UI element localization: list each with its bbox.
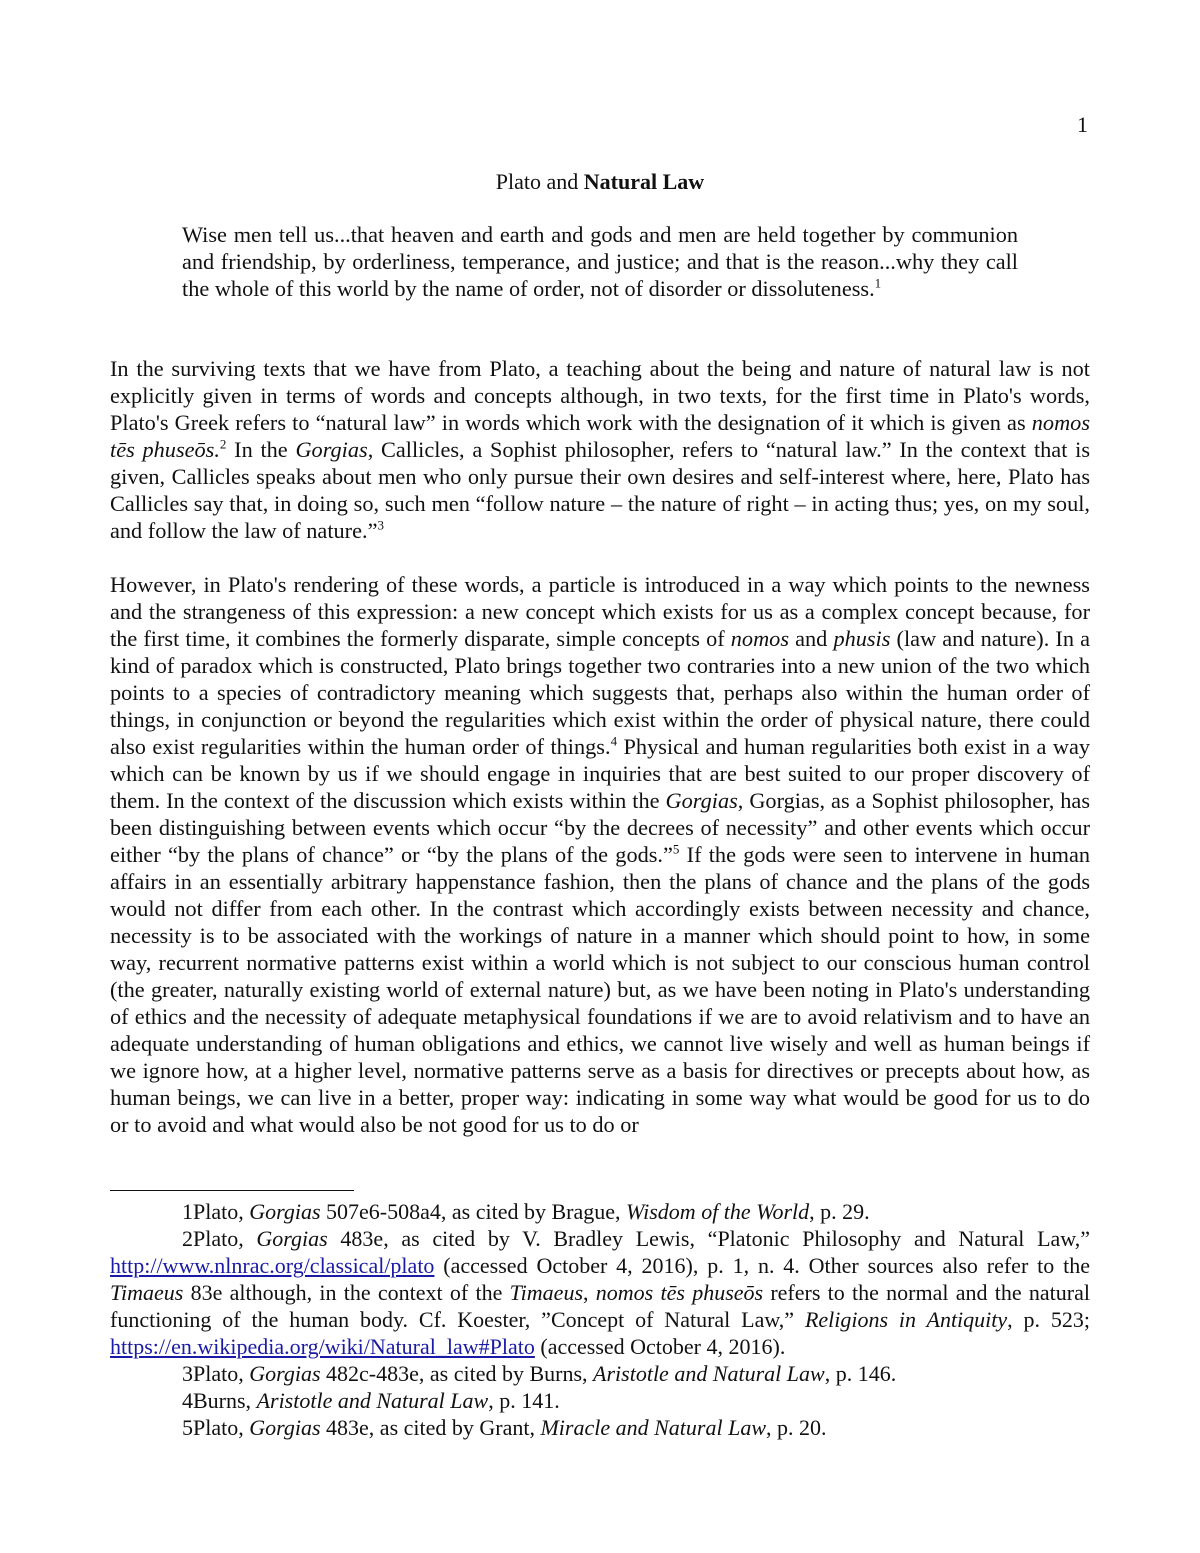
fn5-b: 483e, as cited by Grant, bbox=[320, 1415, 541, 1440]
footnote-separator bbox=[110, 1190, 354, 1191]
title-bold: Natural Law bbox=[583, 169, 705, 194]
paragraph-1-text-c: , Callicles, a Sophist philosopher, refers to “natural law.” In the context that is given, Callicles speaks about men who only pursue their own desires and self-interest where, here, Plato has Callicles say that, in doing so, such men “follow nature – the nature of right – in acting thus; yes, on my soul, and follow the law of nature.” bbox=[110, 437, 1090, 543]
wikipedia-link[interactable]: https://en.wikipedia.org/wiki/Natural_law#Plato bbox=[110, 1334, 535, 1359]
fn1-i2: Wisdom of the World bbox=[626, 1199, 810, 1224]
fn2-b: 483e, as cited by V. Bradley Lewis, “Platonic Philosophy and Natural Law,” bbox=[327, 1226, 1090, 1251]
fn2-i3: Timaeus bbox=[509, 1280, 584, 1305]
fn2-h: (accessed October 4, 2016). bbox=[534, 1334, 786, 1359]
fn2-e: , bbox=[583, 1280, 596, 1305]
fn1-c: , p. 29. bbox=[809, 1199, 870, 1224]
footnote-ref-4[interactable]: 4 bbox=[610, 733, 618, 749]
fn1-a: 1Plato, bbox=[182, 1199, 250, 1224]
footnote-3 bbox=[110, 1360, 1090, 1387]
footnote-ref-2[interactable]: 2 bbox=[219, 436, 227, 452]
paragraph-1 bbox=[110, 355, 1090, 544]
paragraph-2-text-d: , Gorgias, as a Sophist philosopher, has been distinguishing between events which occur “by the decrees of necessity” and other events which occur either “by the plans of chance” or “by the plans of the gods.” bbox=[110, 788, 1091, 867]
fn2-a: 2Plato, bbox=[182, 1226, 257, 1251]
footnote-1 bbox=[110, 1198, 1090, 1225]
term-nomos: nomos bbox=[730, 626, 790, 651]
fn2-g: , p. 523; bbox=[1007, 1307, 1090, 1332]
fn4-a: 4Burns, bbox=[182, 1388, 257, 1413]
paragraph-2 bbox=[110, 571, 1090, 1138]
paragraph-2-text-c: Physical and human regularities both exist in a way which can be known by us if we should engage in inquiries that are best suited to our proper discovery of them. In the context of the discussion which exists within the bbox=[110, 734, 1090, 813]
paragraph-2-text-e: If the gods were seen to intervene in human affairs in an essentially arbitrary happenstance fashion, then the plans of chance and the plans of the gods would not differ from each other. In the contrast which accordingly exists between necessity and chance, necessity is to be associated with the workings of nature in a manner which should point to how, in some way, recurrent normative patterns exist within a world which is not subject to our conscious human control (the greater, naturally existing world of external nature) but, as we have been noting in Plato's understanding of ethics and the necessity of adequate metaphysical foundations if we are to avoid relativism and to have an adequate understanding of human obligations and ethics, we cannot live wisely and well as human beings if we ignore how, at a higher level, normative patterns serve as a basis for directives or precepts about how, as human beings, we can live in a better, proper way: indicating in some way what would be good for us to do or to avoid and what would also be not good for us to do or bbox=[110, 842, 1090, 1137]
paragraph-1-text-a: In the surviving texts that we have from Plato, a teaching about the being and nature of natural law is not explicitly given in terms of words and concepts although, in two texts, for the first time in Plato's words, Plato's Greek refers to “natural law” in words which work with the designation of it which is given as bbox=[110, 356, 1090, 435]
title-gorgias: Gorgias bbox=[295, 437, 368, 462]
fn4-b: , p. 141. bbox=[488, 1388, 560, 1413]
fn3-i2: Aristotle and Natural Law bbox=[593, 1361, 825, 1386]
footnote-ref-5[interactable]: 5 bbox=[672, 841, 680, 857]
paragraph-2-text-b: (law and nature). In a kind of paradox which is constructed, Plato brings together two contraries into a new union of the two which points to a species of contradictory meaning which suggests that, perhaps also within the human order of things, in conjunction or beyond the regularities which exist within the order of physical nature, there could also exist regularities within the human order of things. bbox=[110, 626, 1090, 759]
fn1-i1: Gorgias bbox=[249, 1199, 321, 1224]
fn2-c: (accessed October 4, 2016), p. 1, n. 4. Other sources also refer to the bbox=[434, 1253, 1090, 1278]
paragraph-2-and: and bbox=[789, 626, 834, 651]
footnote-4 bbox=[110, 1387, 1090, 1414]
fn5-i2: Miracle and Natural Law bbox=[540, 1415, 766, 1440]
fn2-f: refers to the normal and the natural functioning of the human body. Cf. Koester, ”Concept of Natural Law,” bbox=[110, 1280, 1090, 1332]
fn2-d: 83e although, in the context of the bbox=[183, 1280, 510, 1305]
epigraph-quote bbox=[182, 221, 1018, 302]
page-number: 1 bbox=[1077, 112, 1088, 137]
fn2-i1: Gorgias bbox=[256, 1226, 328, 1251]
fn5-c: , p. 20. bbox=[766, 1415, 827, 1440]
fn3-a: 3Plato, bbox=[182, 1361, 250, 1386]
fn3-i1: Gorgias bbox=[249, 1361, 321, 1386]
fn3-b: 482c-483e, as cited by Burns, bbox=[320, 1361, 594, 1386]
fn2-i2: Timaeus bbox=[110, 1280, 184, 1305]
footnote-5 bbox=[110, 1414, 1090, 1441]
footnotes bbox=[110, 1198, 1090, 1441]
fn1-b: 507e6-508a4, as cited by Brague, bbox=[320, 1199, 627, 1224]
term-phusis: phusis bbox=[833, 626, 891, 651]
fn3-c: , p. 146. bbox=[824, 1361, 897, 1386]
footnote-ref-3[interactable]: 3 bbox=[377, 517, 384, 533]
fn5-a: 5Plato, bbox=[182, 1415, 250, 1440]
fn5-i1: Gorgias bbox=[249, 1415, 321, 1440]
nlnrac-link[interactable]: http://www.nlnrac.org/classical/plato bbox=[110, 1253, 435, 1278]
footnote-ref-1[interactable]: 1 bbox=[874, 275, 882, 291]
fn2-i5: Religions in Antiquity bbox=[804, 1307, 1008, 1332]
title-gorgias-2: Gorgias bbox=[665, 788, 738, 813]
epigraph-text: Wise men tell us...that heaven and earth and gods and men are held together by communion and friendship, by orderliness, temperance, and justice; and that is the reason...why they call the whole of this world by the name of order, not of disorder or dissoluteness. bbox=[182, 222, 1018, 301]
fn2-i4: nomos tēs phuseōs bbox=[595, 1280, 764, 1305]
paragraph-2-text-a: However, in Plato's rendering of these words, a particle is introduced in a way which points to the newness and the strangeness of this expression: a new concept which exists for us as a complex concept because, for the first time, it combines the formerly disparate, simple concepts of bbox=[110, 572, 1090, 651]
term-nomos-tes-phuseos: nomos tēs phuseōs. bbox=[110, 410, 1090, 462]
page-title bbox=[0, 168, 1200, 196]
footnote-2 bbox=[110, 1225, 1090, 1360]
title-plain: Plato and bbox=[495, 169, 584, 194]
fn4-i1: Aristotle and Natural Law bbox=[256, 1388, 489, 1413]
paragraph-1-text-b: In the bbox=[226, 437, 296, 462]
